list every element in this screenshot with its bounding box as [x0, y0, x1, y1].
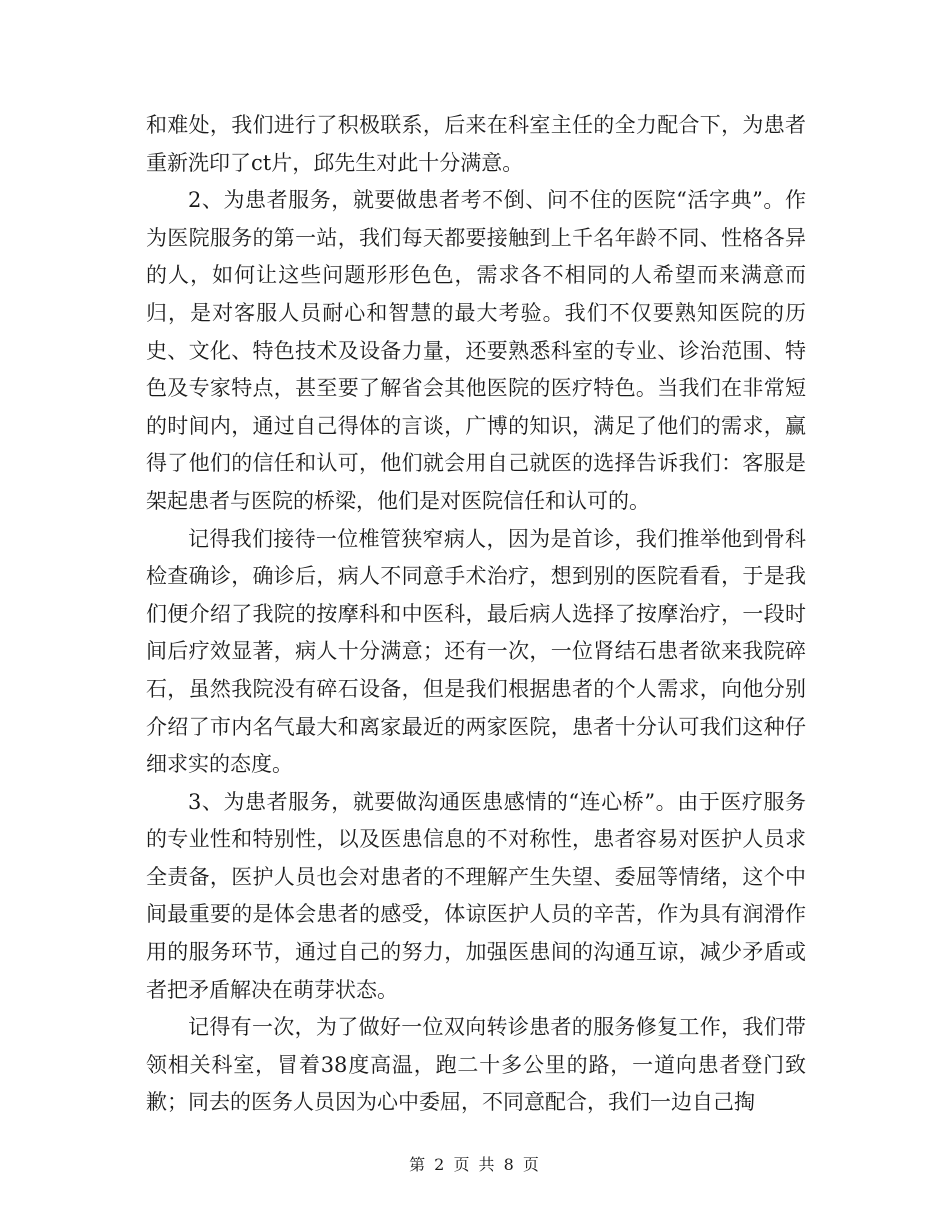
paragraph-5: 记得有一次，为了做好一位双向转诊患者的服务修复工作，我们带领相关科室，冒着38度高温，跑二十多公里的路，一道向患者登门致歉；同去的医务人员因为心中委屈，不同意配合，我们一边自己掏 — [146, 1015, 806, 1115]
paragraph-4: 3、为患者服务，就要做沟通医患感情的“连心桥”。由于医疗服务的专业性和特别性，以及医患信息的不对称性，患者容易对医护人员求全责备，医护人员也会对患者的不理解产生失望、委屈等情绪，这个中间最重要的是体会患者的感受，体谅医护人员的辛苦，作为具有润滑作用的服务环节，通过自己的努力，加强医患间的沟通互谅，减少矛盾或者把矛盾解决在萌芽状态。 — [146, 789, 806, 1002]
paragraph-2: 2、为患者服务，就要做患者考不倒、问不住的医院“活字典”。作为医院服务的第一站，我们每天都要接触到上千名年龄不同、性格各异的人，如何让这些问题形形色色，需求各不相同的人希望而来满意而归，是对客服人员耐心和智慧的最大考验。我们不仅要熟知医院的历史、文化、特色技术及设备力量，还要熟悉科室的专业、诊治范围、特色及专家特点，甚至要了解省会其他医院的医疗特色。当我们在非常短的时间内，通过自己得体的言谈，广博的知识，满足了他们的需求，赢得了他们的信任和认可，他们就会用自己就医的选择告诉我们：客服是架起患者与医院的桥梁，他们是对医院信任和认可的。 — [146, 188, 806, 513]
paragraph-1: 和难处，我们进行了积极联系，后来在科室主任的全力配合下，为患者重新洗印了ct片，邱先生对此十分满意。 — [146, 113, 806, 175]
paragraph-3: 记得我们接待一位椎管狭窄病人，因为是首诊，我们推举他到骨科检查确诊，确诊后，病人不同意手术治疗，想到别的医院看看，于是我们便介绍了我院的按摩科和中医科，最后病人选择了按摩治疗，一段时间后疗效显著，病人十分满意；还有一次，一位肾结石患者欲来我院碎石，虽然我院没有碎石设备，但是我们根据患者的个人需求，向他分别介绍了市内名气最大和离家最近的两家医院，患者十分认可我们这种仔细求实的态度。 — [146, 526, 806, 777]
document-body — [146, 107, 806, 1122]
page-number-footer: 第 2 页 共 8 页 — [409, 1155, 541, 1174]
